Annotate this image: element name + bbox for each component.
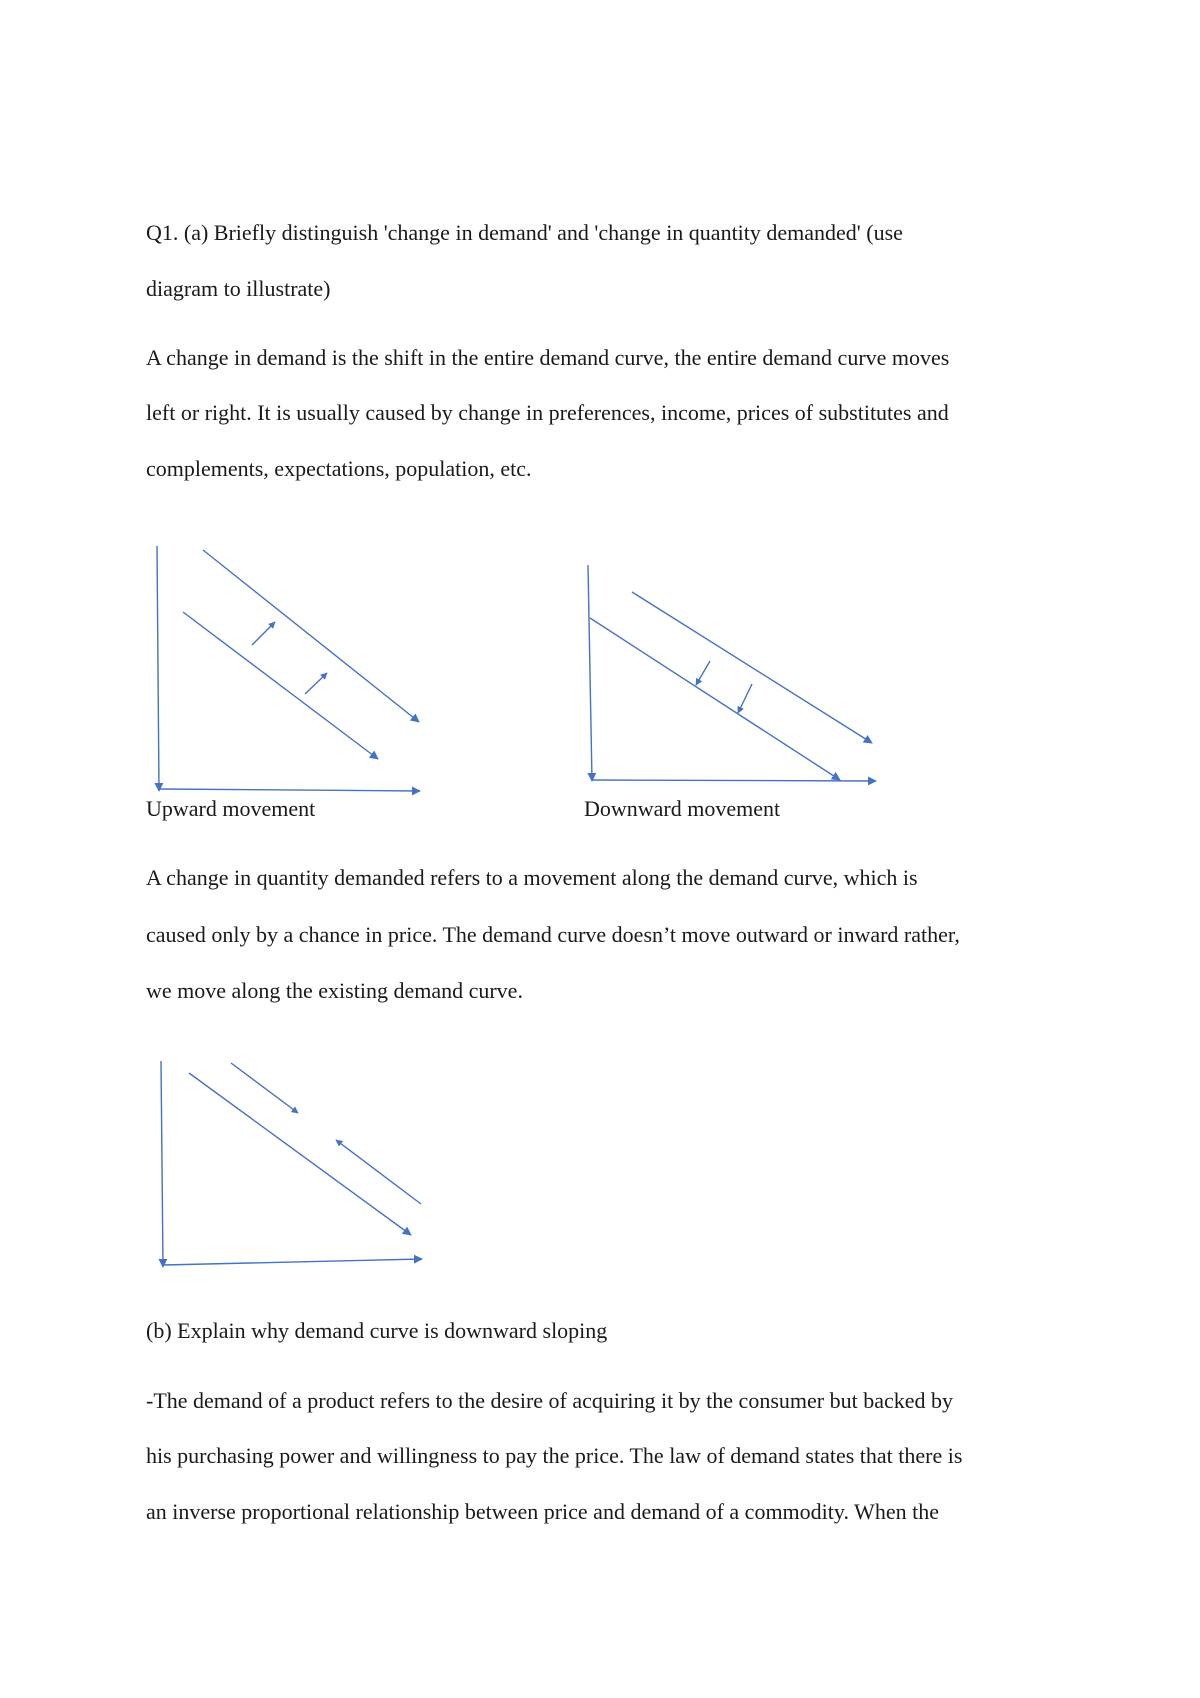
paragraph-2-line-2: caused only by a chance in price. The demand curve doesn’t move outward or inward rather, [146,922,960,947]
shift-arrow-lower [305,673,327,694]
paragraph-1-line-2: left or right. It is usually caused by change in preferences, income, prices of substitutes and [146,400,949,425]
movement-along-curve-diagram [161,1061,422,1267]
x-axis [592,780,876,781]
upward-movement-caption: Upward movement [146,796,316,821]
paragraph-2-line-3: we move along the existing demand curve. [146,978,523,1003]
part-b-line-2: his purchasing power and willingness to pay the price. The law of demand states that there is [146,1443,963,1468]
demand-curve-original [183,612,378,759]
x-axis [163,1259,422,1265]
shift-arrow-upper [696,661,710,685]
question-line-2: diagram to illustrate) [146,276,331,301]
part-b-line-1: -The demand of a product refers to the desire of acquiring it by the consumer but backed by [146,1388,953,1413]
paragraph-1-line-1: A change in demand is the shift in the entire demand curve, the entire demand curve moves [146,345,950,370]
downward-shift-diagram [588,565,876,781]
part-b-line-3: an inverse proportional relationship between price and demand of a commodity. When the [146,1499,939,1524]
movement-arrow-down [231,1063,298,1113]
paragraph-1-line-3: complements, expectations, population, etc. [146,456,532,481]
movement-arrow-up [336,1140,421,1204]
demand-curve [189,1073,411,1235]
upward-shift-diagram [157,546,420,791]
y-axis [157,546,159,791]
downward-movement-caption: Downward movement [584,796,781,821]
demand-curve-original [632,592,872,743]
part-b-heading: (b) Explain why demand curve is downward sloping [146,1318,608,1343]
x-axis [159,789,420,791]
demand-curve-shifted [203,550,419,722]
shift-arrow-upper [252,622,275,645]
y-axis [161,1061,163,1267]
y-axis [588,565,592,781]
shift-arrow-lower [738,684,752,713]
paragraph-2-line-1: A change in quantity demanded refers to a movement along the demand curve, which is [146,865,918,890]
question-line-1: Q1. (a) Briefly distinguish 'change in demand' and 'change in quantity demanded' (use [146,220,903,245]
